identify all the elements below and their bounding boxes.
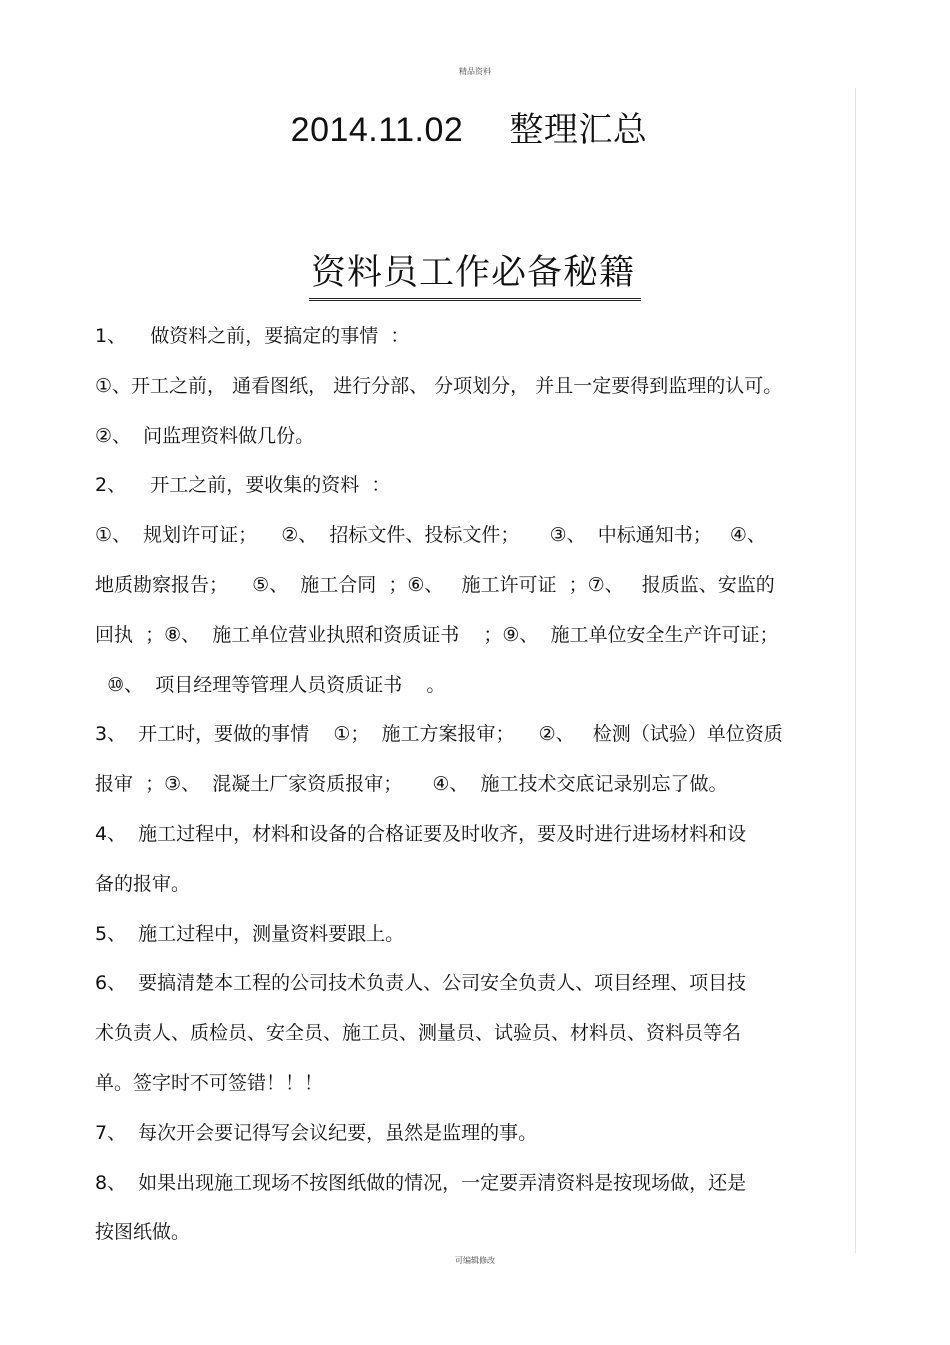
document-body xyxy=(95,312,855,1258)
date-title xyxy=(0,102,938,151)
date-text: 2014.11.02 xyxy=(290,111,464,149)
text-line: 备的报审。 xyxy=(95,872,191,895)
text-line: 报审 ；③、 混凝土厂家资质报审； ④、 施工技术交底记录别忘了做。 xyxy=(95,773,728,796)
date-title-label: 整理汇总 xyxy=(509,111,648,149)
text-line: 按图纸做。 xyxy=(95,1221,191,1244)
text-line: ⑩、 项目经理等管理人员资质证书 。 xyxy=(95,673,446,696)
page-header: 精品资料 xyxy=(459,67,491,76)
text-line: 3、 开工时，要做的事情 ①； 施工方案报审； ②、 检测（试验）单位资质 xyxy=(95,723,783,746)
text-line: 6、 要搞清楚本工程的公司技术负责人、公司安全负责人、项目经理、项目技 xyxy=(95,972,747,995)
text-line: 2、 开工之前，要收集的资料 ： xyxy=(95,474,391,497)
main-title-wrap xyxy=(0,252,950,301)
text-line: 1、 做资料之前，要搞定的事情 ： xyxy=(95,325,410,347)
text-line: 术负责人、质检员、安全员、施工员、测量员、试验员、材料员、资料员等名 xyxy=(95,1022,742,1045)
text-line: 地质勘察报告； ⑤、 施工合同 ；⑥、 施工许可证 ；⑦、 报质监、安监的 xyxy=(95,573,775,596)
text-line: 7、 每次开会要记得写会议纪要，虽然是监理的事。 xyxy=(95,1121,538,1144)
page-footer: 可编辑修改 xyxy=(455,1256,495,1265)
text-line: 单。签字时不可签错！！！ xyxy=(95,1071,324,1094)
text-line: ①、 规划许可证； ②、 招标文件、投标文件； ③、 中标通知书； ④、 xyxy=(95,524,766,547)
main-title: 资料员工作必备秘籍 xyxy=(309,252,641,301)
text-line: 5、 施工过程中，测量资料要跟上。 xyxy=(95,922,405,945)
text-line: 回执 ；⑧、 施工单位营业执照和资质证书 ；⑨、 施工单位安全生产许可证； xyxy=(95,623,779,646)
text-line: ①、开工之前， 通看图纸， 进行分部、 分项划分， 并且一定要得到监理的认可。 xyxy=(95,374,783,397)
text-line: 8、 如果出现施工现场不按图纸做的情况，一定要弄清资料是按现场做，还是 xyxy=(95,1171,747,1194)
text-line: ②、 问监理资料做几份。 xyxy=(95,424,315,447)
text-line: 4、 施工过程中，材料和设备的合格证要及时收齐，要及时进行进场材料和设 xyxy=(95,822,747,845)
